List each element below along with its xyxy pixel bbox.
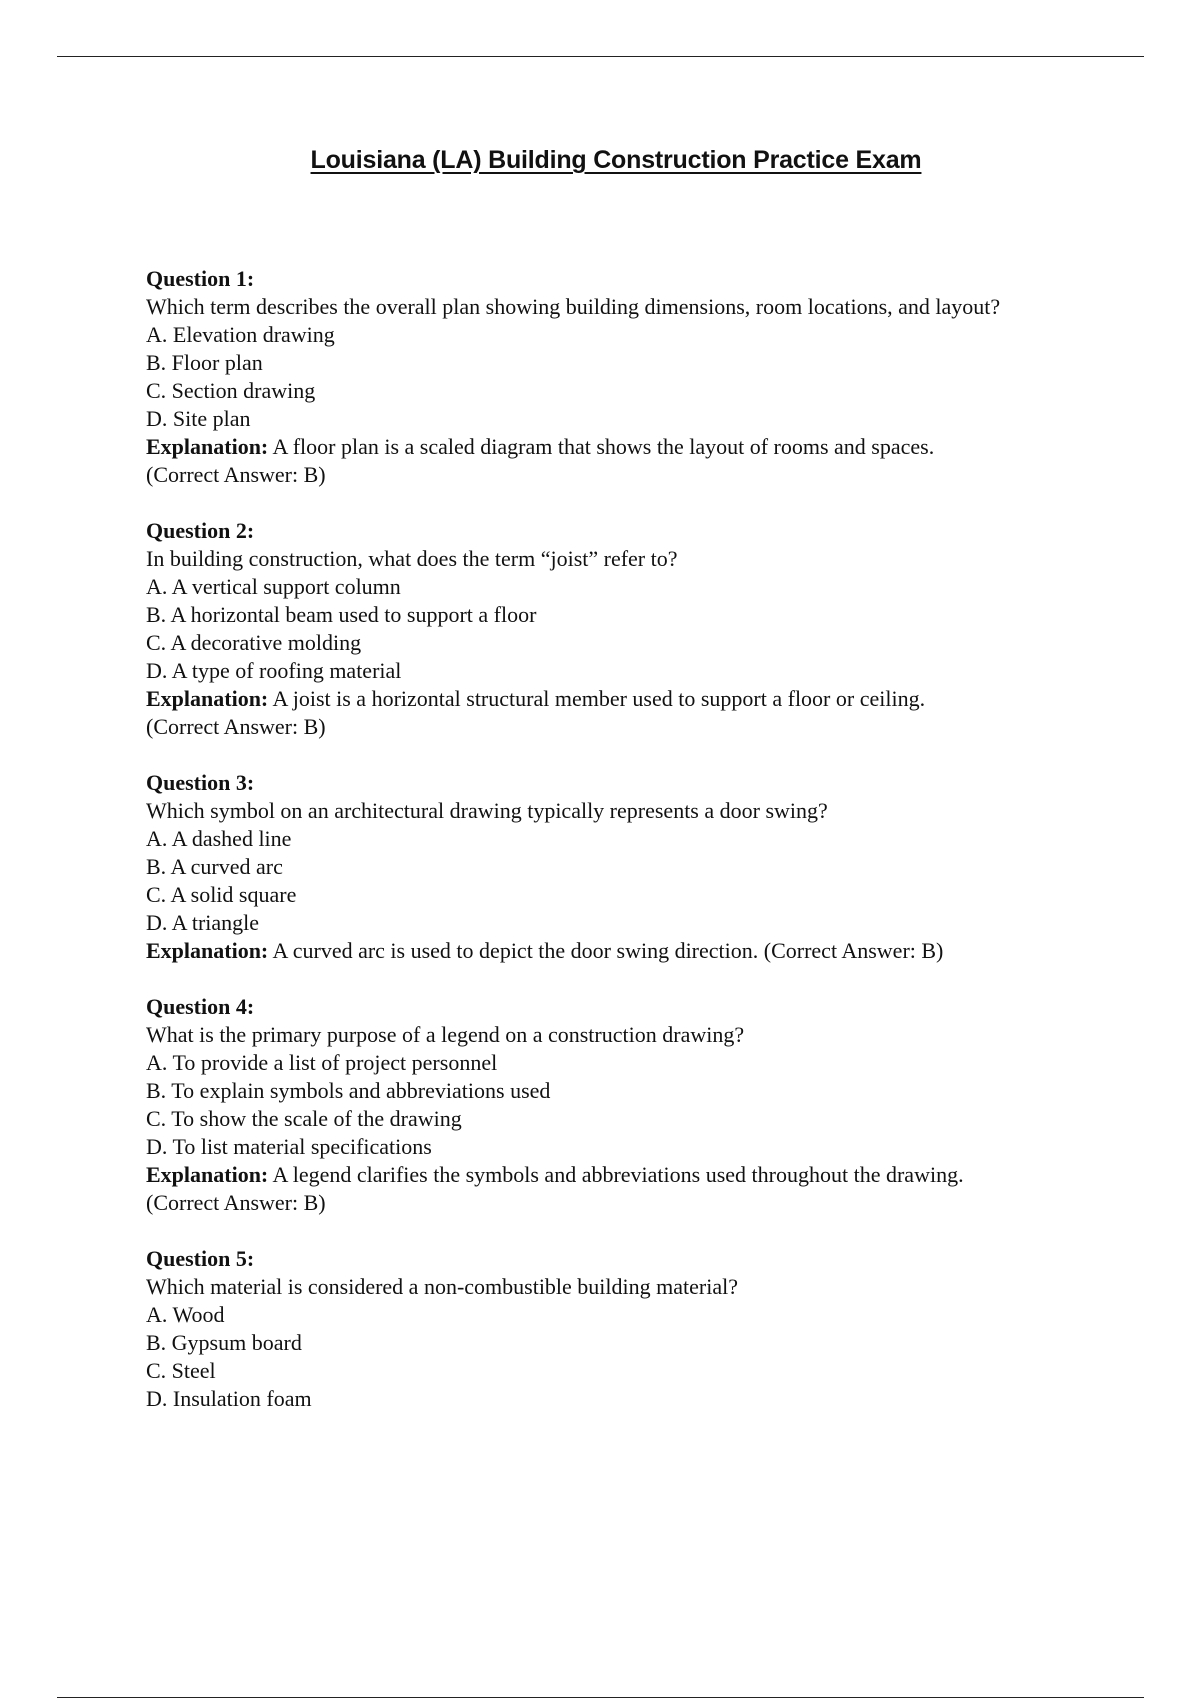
explanation	[146, 433, 1146, 461]
answer-option: A. To provide a list of project personnel	[146, 1050, 498, 1075]
question-heading: Question 4:	[146, 994, 255, 1019]
answer-option: D. Site plan	[146, 406, 251, 431]
answer-option: C. To show the scale of the drawing	[146, 1106, 462, 1131]
explanation-label: Explanation:	[146, 686, 269, 711]
answer-option: B. Gypsum board	[146, 1330, 302, 1355]
answer-option: A. A vertical support column	[146, 574, 401, 599]
header-rule	[57, 56, 1144, 57]
answer-option: D. A type of roofing material	[146, 658, 402, 683]
questions-list	[146, 265, 1146, 1441]
answer-option: C. A decorative molding	[146, 630, 362, 655]
answer-option: A. Wood	[146, 1302, 225, 1327]
answer-option: B. Floor plan	[146, 350, 263, 375]
question-prompt: Which material is considered a non-combustible building material?	[146, 1274, 738, 1299]
question-prompt: Which symbol on an architectural drawing typically represents a door swing?	[146, 798, 828, 823]
question-heading: Question 5:	[146, 1246, 255, 1271]
answer-option: B. A horizontal beam used to support a floor	[146, 602, 537, 627]
correct-answer: (Correct Answer: B)	[146, 1190, 326, 1215]
question-block	[146, 517, 1146, 741]
answer-option: D. Insulation foam	[146, 1386, 312, 1411]
correct-answer: (Correct Answer: B)	[146, 714, 326, 739]
answer-option: C. Steel	[146, 1358, 216, 1383]
question-prompt: What is the primary purpose of a legend on a construction drawing?	[146, 1022, 745, 1047]
question-block	[146, 993, 1146, 1217]
explanation-text: A joist is a horizontal structural member used to support a floor or ceiling.	[268, 686, 926, 711]
question-prompt: Which term describes the overall plan showing building dimensions, room locations, and layout?	[146, 294, 1001, 319]
answer-option: C. Section drawing	[146, 378, 316, 403]
question-block	[146, 265, 1146, 489]
question-heading: Question 2:	[146, 518, 255, 543]
answer-option: D. A triangle	[146, 910, 260, 935]
question-block	[146, 769, 1146, 965]
question-prompt: In building construction, what does the term “joist” refer to?	[146, 546, 678, 571]
answer-option: C. A solid square	[146, 882, 297, 907]
question-heading: Question 3:	[146, 770, 255, 795]
explanation	[146, 685, 1146, 713]
explanation-label: Explanation:	[146, 1162, 269, 1187]
explanation	[146, 1161, 1146, 1189]
question-block	[146, 1245, 1146, 1413]
explanation-label: Explanation:	[146, 938, 269, 963]
correct-answer: (Correct Answer: B)	[146, 462, 326, 487]
explanation-text: A curved arc is used to depict the door swing direction. (Correct Answer: B)	[268, 938, 944, 963]
question-heading: Question 1:	[146, 266, 255, 291]
answer-option: D. To list material specifications	[146, 1134, 432, 1159]
document-title: Louisiana (LA) Building Construction Practice Exam	[310, 146, 922, 174]
explanation-label: Explanation:	[146, 434, 269, 459]
answer-option: B. A curved arc	[146, 854, 283, 879]
answer-option: A. A dashed line	[146, 826, 292, 851]
explanation	[146, 937, 1146, 965]
footer-rule	[57, 1697, 1144, 1698]
explanation-text: A floor plan is a scaled diagram that shows the layout of rooms and spaces.	[268, 434, 935, 459]
explanation-text: A legend clarifies the symbols and abbreviations used throughout the drawing.	[268, 1162, 964, 1187]
answer-option: A. Elevation drawing	[146, 322, 335, 347]
answer-option: B. To explain symbols and abbreviations used	[146, 1078, 551, 1103]
